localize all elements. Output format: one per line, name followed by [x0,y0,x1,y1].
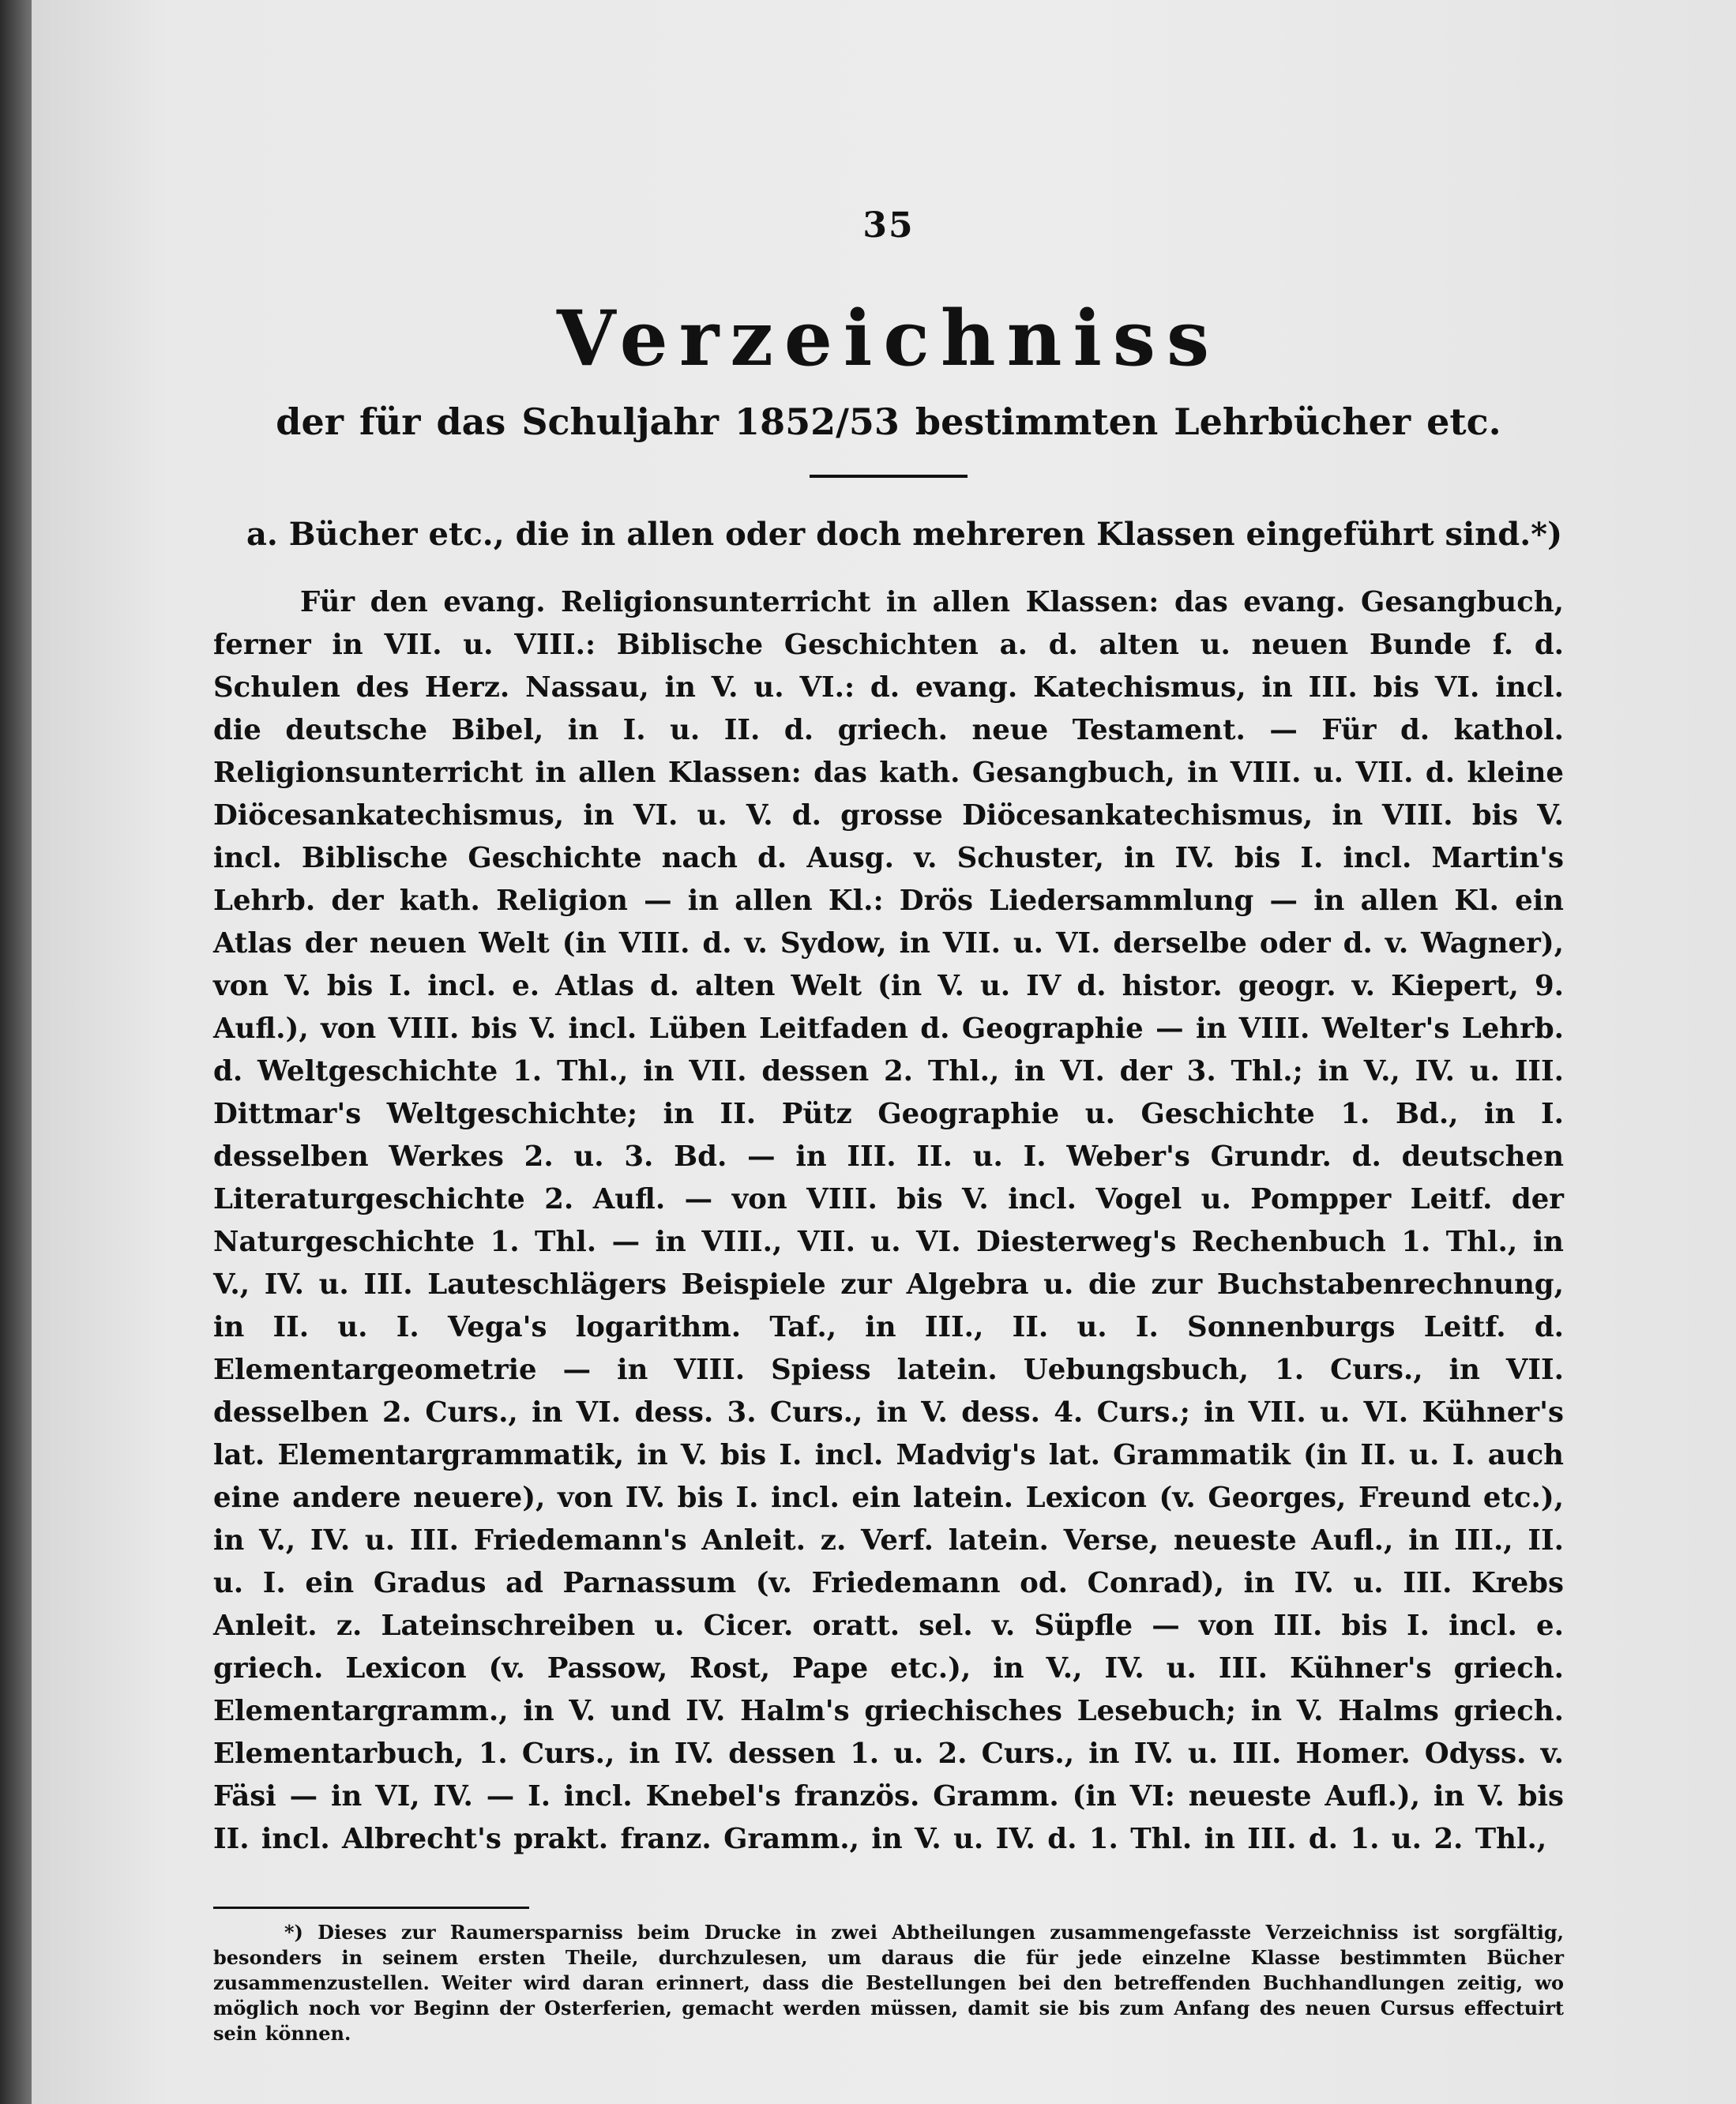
paper-page [32,0,1736,2104]
page-title: Verzeichniss [557,294,1220,383]
footnote: *) Dieses zur Raumersparniss beim Drucke in zwei Abtheilungen zusammengefasste Verzeichniss ist sorgfältig, besonders in seinem ersten Theile, durchzulesen, um daraus die für jede einzelne Klasse bestimmten Bücher zusammenzustellen. Weiter wird daran erinnert, dass die Bestellungen bei den betreffenden Buchhandlungen zeitig, wo möglich noch vor Beginn der Osterferien, gemacht werden müssen, damit sie bis zum Anfang des neuen Cursus effectuirt sein können. [213,1921,1564,2045]
page-number: 35 [862,205,915,246]
page-subtitle: der für das Schuljahr 1852/53 bestimmten Lehrbücher etc. [276,400,1501,443]
section-heading: a. Bücher etc., die in allen oder doch mehreren Klassen eingeführt sind.*) [246,516,1563,553]
title-divider [810,475,968,478]
body-paragraph: Für den evang. Religionsunterricht in allen Klassen: das evang. Gesangbuch, ferner in VII. u. VIII.: Biblische Geschichten a. d. alten u. neuen Bunde f. d. Schulen des Herz. Nassau, in V. u. VI.: d. evang. Katechismus, in III. bis VI. incl. die deutsche Bibel, in I. u. II. d. griech. neue Testament. — Für d. kathol. Religionsunterricht in allen Klassen: das kath. Gesangbuch, in VIII. u. VII. d. kleine Diöcesankatechismus, in VI. u. V. d. grosse Diöcesankatechismus, in VIII. bis V. incl. Biblische Geschichte nach d. Ausg. v. Schuster, in IV. bis I. incl. Martin's Lehrb. der kath. Religion — in allen Kl.: Drös Liedersammlung — in allen Kl. ein Atlas der neuen Welt (in VIII. d. v. Sydow, in VII. u. VI. derselbe oder d. v. Wagner), von V. bis I. incl. e. Atlas d. alten Welt (in V. u. IV d. histor. geogr. v. Kiepert, 9. Aufl.), von VIII. bis V. incl. Lüben Leitfaden d. Geographie — in VIII. Welter's Lehrb. d. Weltgeschichte 1. Thl., in VII. dessen 2. Thl., in VI. der 3. Thl.; in V., IV. u. III. Dittmar's Weltgeschichte; in II. Pütz Geographie u. Geschichte 1. Bd., in I. desselben Werkes 2. u. 3. Bd. — in III. II. u. I. Weber's Grundr. d. deutschen Literaturgeschichte 2. Aufl. — von VIII. bis V. incl. Vogel u. Pompper Leitf. der Naturgeschichte 1. Thl. — in VIII., VII. u. VI. Diesterweg's Rechenbuch 1. Thl., in V., IV. u. III. Lauteschlägers Beispiele zur Algebra u. die zur Buchstabenrechnung, in II. u. I. Vega's logarithm. Taf., in III., II. u. I. Sonnenburgs Leitf. d. Elementargeometrie — in VIII. Spiess latein. Uebungsbuch, 1. Curs., in VII. desselben 2. Curs., in VI. dess. 3. Curs., in V. dess. 4. Curs.; in VII. u. VI. Kühner's lat. Elementargrammatik, in V. bis I. incl. Madvig's lat. Grammatik (in II. u. I. auch eine andere neuere), von IV. bis I. incl. ein latein. Lexicon (v. Georges, Freund etc.), in V., IV. u. III. Friedemann's Anleit. z. Verf. latein. Verse, neueste Aufl., in III., II. u. I. ein Gradus ad Parnassum (v. Friedemann od. Conrad), in IV. u. III. Krebs Anleit. z. Lateinschreiben u. Cicer. oratt. sel. v. Süpfle — von III. bis I. incl. e. griech. Lexicon (v. Passow, Rost, Pape etc.), in V., IV. u. III. Kühner's griech. Elementargramm., in V. und IV. Halm's griechisches Lesebuch; in V. Halms griech. Elementarbuch, 1. Curs., in IV. dessen 1. u. 2. Curs., in IV. u. III. Homer. Odyss. v. Fäsi — in VI, IV. — I. incl. Knebel's französ. Gramm. (in VI: neueste Aufl.), in V. bis II. incl. Albrecht's prakt. franz. Gramm., in V. u. IV. d. 1. Thl. in III. d. 1. u. 2. Thl., [213,586,1564,1855]
footnote-divider [213,1907,529,1909]
page-content [213,205,1564,2046]
